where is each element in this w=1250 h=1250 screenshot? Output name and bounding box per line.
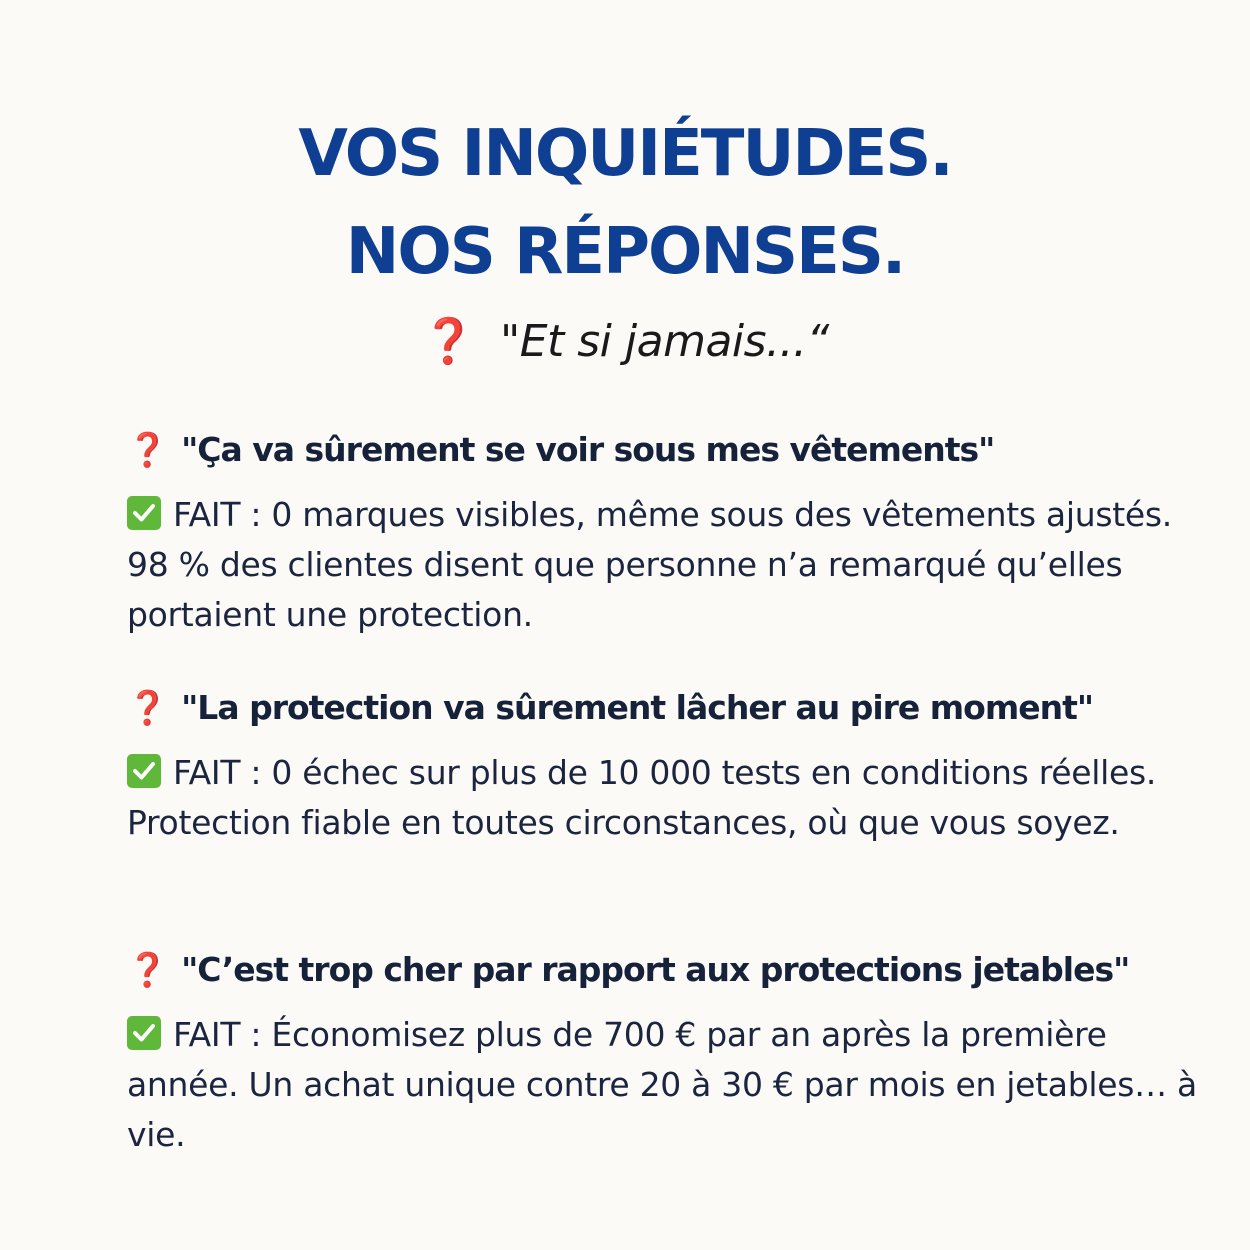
- faq-question: [127, 428, 1207, 472]
- faq-answer-text: FAIT : Économisez plus de 700 € par an après la première année. Un achat unique contre 20 à 30 € par mois en jetables… à vie.: [127, 1015, 1197, 1154]
- check-icon: [127, 1016, 161, 1050]
- subtitle: [0, 312, 1250, 372]
- faq-question-text: "Ça va sûrement se voir sous mes vêtements": [181, 430, 995, 469]
- subtitle-text: "Et si jamais...“: [499, 316, 829, 367]
- question-mark-icon: ❓: [127, 688, 168, 727]
- faq-item: [127, 428, 1207, 640]
- faq-item: [127, 686, 1207, 848]
- title-line-1: VOS INQUIÉTUDES.: [298, 117, 952, 191]
- check-icon: [127, 754, 161, 788]
- faq-question: [127, 948, 1207, 992]
- faq-question: [127, 686, 1207, 730]
- title-line-2: NOS RÉPONSES.: [345, 215, 905, 289]
- check-icon: [127, 496, 161, 530]
- faq-answer: [127, 1010, 1207, 1160]
- question-mark-icon: ❓: [127, 430, 168, 469]
- question-mark-icon: ❓: [421, 316, 476, 367]
- faq-item: [127, 948, 1207, 1160]
- faq-answer: [127, 490, 1207, 640]
- faq-answer: [127, 748, 1207, 848]
- faq-answer-text: FAIT : 0 échec sur plus de 10 000 tests en conditions réelles. Protection fiable en toutes circonstances, où que vous soyez.: [127, 753, 1157, 842]
- faq-answer-text: FAIT : 0 marques visibles, même sous des vêtements ajustés. 98 % des clientes disent que personne n’a remarqué qu’elles portaient une protection.: [127, 495, 1172, 634]
- page-title: [0, 105, 1250, 301]
- faq-question-text: "La protection va sûrement lâcher au pire moment": [181, 688, 1094, 727]
- question-mark-icon: ❓: [127, 950, 168, 989]
- faq-question-text: "C’est trop cher par rapport aux protections jetables": [181, 950, 1130, 989]
